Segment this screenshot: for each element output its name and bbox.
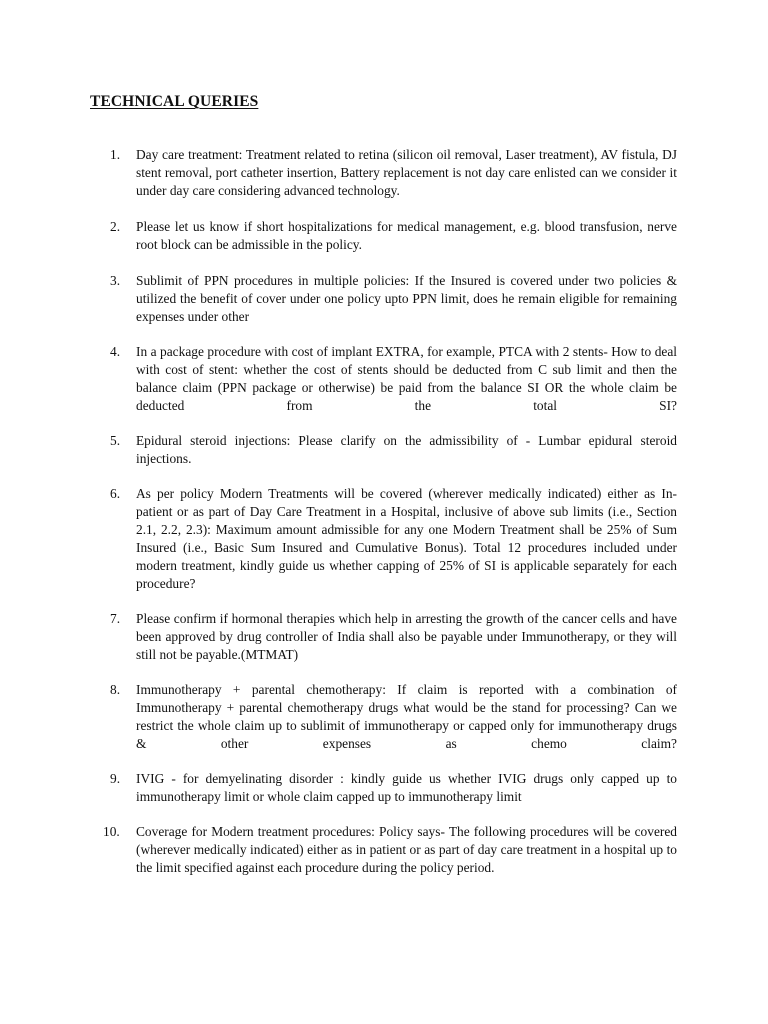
item-text: In a package procedure with cost of implant EXTRA, for example, PTCA with 2 stents- How to deal with cost of stent: whether the cost of stents should be deducted from C sub limit and then the balance claim (PPN package or otherwise) be paid from the balance SI OR the whole claim be deducted from the total SI? [136, 344, 677, 413]
item-number: 2. [110, 219, 121, 234]
item-text: Epidural steroid injections: Please clarify on the admissibility of - Lumbar epidural steroid injections. [136, 433, 677, 466]
item-number: 1. [110, 147, 121, 162]
item-text: As per policy Modern Treatments will be covered (wherever medically indicated) either as In-patient or as part of Day Care Treatment in a Hospital, inclusive of above sub limits (i.e., Section 2.1, 2.2, 2.3): Maximum amount admissible for any one Modern Treatment shall be 25% of Sum Insured (i.e., Basic Sum Insured and Cumulative Bonus). Total 12 procedures included under modern treatment, kindly guide us whether capping of 25% of SI is applicable separately for each procedure? [136, 486, 677, 591]
item-text: IVIG - for demyelinating disorder : kindly guide us whether IVIG drugs only capped up to immunotherapy limit or whole claim capped up to immunotherapy limit [136, 771, 677, 804]
item-number: 4. [110, 344, 121, 359]
item-text: Sublimit of PPN procedures in multiple policies: If the Insured is covered under two policies & utilized the benefit of cover under one policy upto PPN limit, does he remain eligible for remaining expenses under other [136, 273, 677, 324]
item-text: Day care treatment: Treatment related to retina (silicon oil removal, Laser treatment), AV fistula, DJ stent removal, port catheter insertion, Battery replacement is not day care enlisted can we consider it under day care considering advanced technology. [136, 147, 677, 198]
item-number: 7. [110, 611, 121, 626]
item-number: 5. [110, 433, 121, 448]
page-title: TECHNICAL QUERIES [90, 93, 259, 110]
item-number: 6. [110, 486, 121, 501]
item-text: Coverage for Modern treatment procedures: Policy says- The following procedures will be covered (wherever medically indicated) either as in patient or as part of day care treatment in a hospital up to the limit specified against each procedure during the policy period. [136, 824, 677, 875]
item-text: Immunotherapy + parental chemotherapy: If claim is reported with a combination of Immunotherapy + parental chemotherapy drugs what would be the stand for processing? Can we restrict the whole claim up to sublimit of immunotherapy or capped only for immunotherapy drugs & other expenses as chemo claim? [136, 682, 677, 751]
item-text: Please confirm if hormonal therapies which help in arresting the growth of the cancer cells and have been approved by drug controller of India shall also be payable under Immunotherapy, or they will still not be payable.(MTMAT) [136, 611, 677, 662]
item-text: Please let us know if short hospitalizations for medical management, e.g. blood transfusion, nerve root block can be admissible in the policy. [136, 219, 677, 252]
item-number: 9. [110, 771, 121, 786]
item-number: 8. [110, 682, 121, 697]
item-number: 3. [110, 273, 121, 288]
item-number: 10. [103, 824, 120, 839]
